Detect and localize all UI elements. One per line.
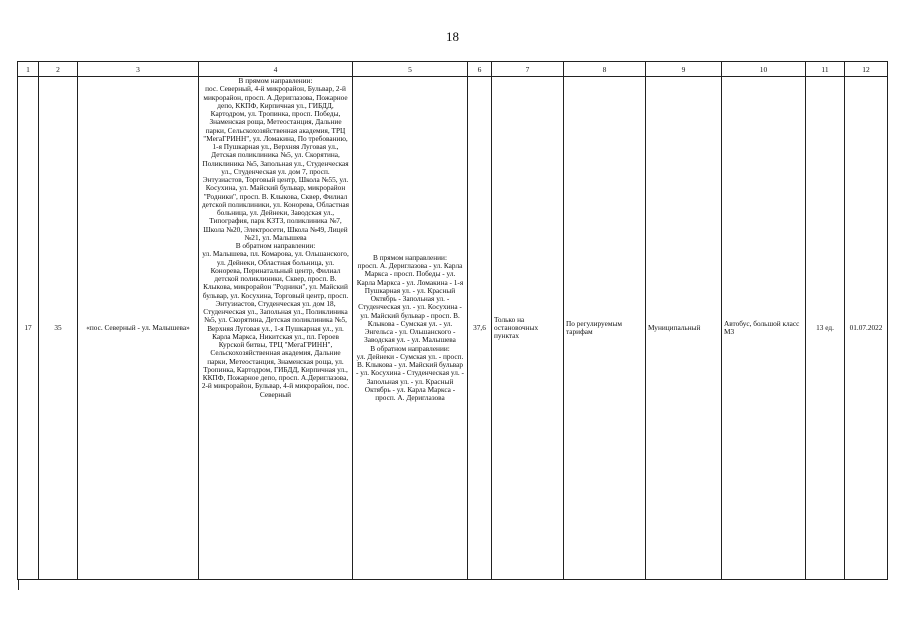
- column-number: 3: [78, 62, 199, 77]
- column-number: 6: [468, 62, 492, 77]
- route-number: 35: [39, 77, 78, 580]
- registry-number: 17: [18, 77, 39, 580]
- column-number: 10: [722, 62, 806, 77]
- route-type: Муниципальный: [646, 77, 722, 580]
- stops-forward: пос. Северный, 4-й микрорайон, Бульвар, 2-й микрорайон, просп. А.Дериглазова, Пожарное депо, ККПФ, Кирпичная ул., ГИБДД, Картодром, ул. Тропинка, просп. Победы, Знаменская роща, Метеостанция, Дальние парки, Сельскохозяйственная академия, ТРЦ "МегаГРИНН", ул. Ломакина, По требованию, 1-я Пушкарная ул., Верхняя Луговая ул., Детская поликлиника №5, ул. Скорятина, Поликлиника №5, Запольная ул., Студенческая ул., Студенческая ул. дом 7, просп. Энтузиастов, Торговый центр, Школа №55, ул. Косухина, ул. Майский бульвар, микрорайон "Родники", просп. В. Клыкова, Сквер, Филиал детской поликлиники, ул. Конорева, Областная больница, ул. Дейнеки, Заводская ул., Типография, парк КЗТЗ, поликлиника №7, Школа №20, Электросети, Школа №49, Лицей №21, ул. Малышева: [201, 84, 350, 242]
- streets-forward: просп. А. Дериглазова - ул. Карла Маркса - просп. Победы - ул. Карла Маркса - ул. Ломакина - 1-я Пушкарная ул. - ул. Красный Октябрь - Запольная ул. - Студенческая ул. - ул. Косухина - ул. Майский бульвар - просп. В. Клыкова - Сумская ул. - ул. Энгельса - ул. Ольшанского - Заводская ул. - ул. Малышева: [356, 261, 464, 345]
- route-name: «пос. Северный - ул. Малышева»: [78, 77, 199, 580]
- stops-cell: [199, 77, 353, 580]
- stops-reverse-title: В обратном направлении:: [235, 241, 316, 250]
- column-number: 1: [18, 62, 39, 77]
- vehicle-count: 13 ед.: [806, 77, 845, 580]
- column-number-row: [18, 62, 888, 77]
- tariff-type: По регулируемым тарифам: [564, 77, 646, 580]
- column-number: 7: [492, 62, 564, 77]
- stops-reverse: ул. Малышева, пл. Комарова, ул. Ольшанского, ул. Дейнеки, Областная больница, ул. Конорева, Перинатальный центр, Филиал детской поликлиники, Сквер, просп. В. Клыкова, микрорайон "Родники", ул. Майский бульвар, ул. Косухина, Торговый центр, просп. Энтузиастов, Студенческая ул. дом 18, Студенческая ул., Запольная ул., Поликлиника №5, ул. Скорятина, Детская поликлиника №5, Верхняя Луговая ул., 1-я Пушкарная ул., ул. Карла Маркса, Никитская ул., пл. Героев Курской битвы, ТРЦ "МегаГРИНН", Сельскохозяйственная академия, Дальние парки, Метеостанция, Знаменская роща, ул. Тропинка, Картодром, ГИБДД, Кирпичная ул., ККПФ, Пожарное депо, просп. А.Дериглазова, 2-й микрорайон, Бульвар, 4-й микрорайон, пос. Северный: [201, 249, 350, 399]
- table-row: [18, 77, 888, 580]
- column-number: 11: [806, 62, 845, 77]
- streets-reverse-title: В обратном направлении:: [370, 343, 450, 353]
- column-number: 8: [564, 62, 646, 77]
- route-length: 37,6: [468, 77, 492, 580]
- column-number: 5: [353, 62, 468, 77]
- streets-forward-title: В прямом направлении:: [373, 252, 447, 262]
- column-number: 9: [646, 62, 722, 77]
- stops-forward-title: В прямом направлении:: [238, 76, 313, 85]
- boarding-order: Только на остановочных пунктах: [492, 77, 564, 580]
- column-number: 12: [845, 62, 888, 77]
- scan-margin-mark: [18, 580, 19, 590]
- start-date: 01.07.2022: [845, 77, 888, 580]
- column-number: 4: [199, 62, 353, 77]
- route-registry-table: [17, 61, 888, 580]
- streets-reverse: ул. Дейнеки - Сумская ул. - просп. В. Клыкова - ул. Майский бульвар - ул. Косухина - Студенческая ул. - Запольная ул. - ул. Красный Октябрь - ул. Карла Маркса - просп. А. Дериглазова: [356, 351, 464, 402]
- page-number: 18: [446, 29, 459, 44]
- streets-cell: [353, 77, 468, 580]
- column-number: 2: [39, 62, 78, 77]
- vehicle-class: Автобус, большой класс М3: [722, 77, 806, 580]
